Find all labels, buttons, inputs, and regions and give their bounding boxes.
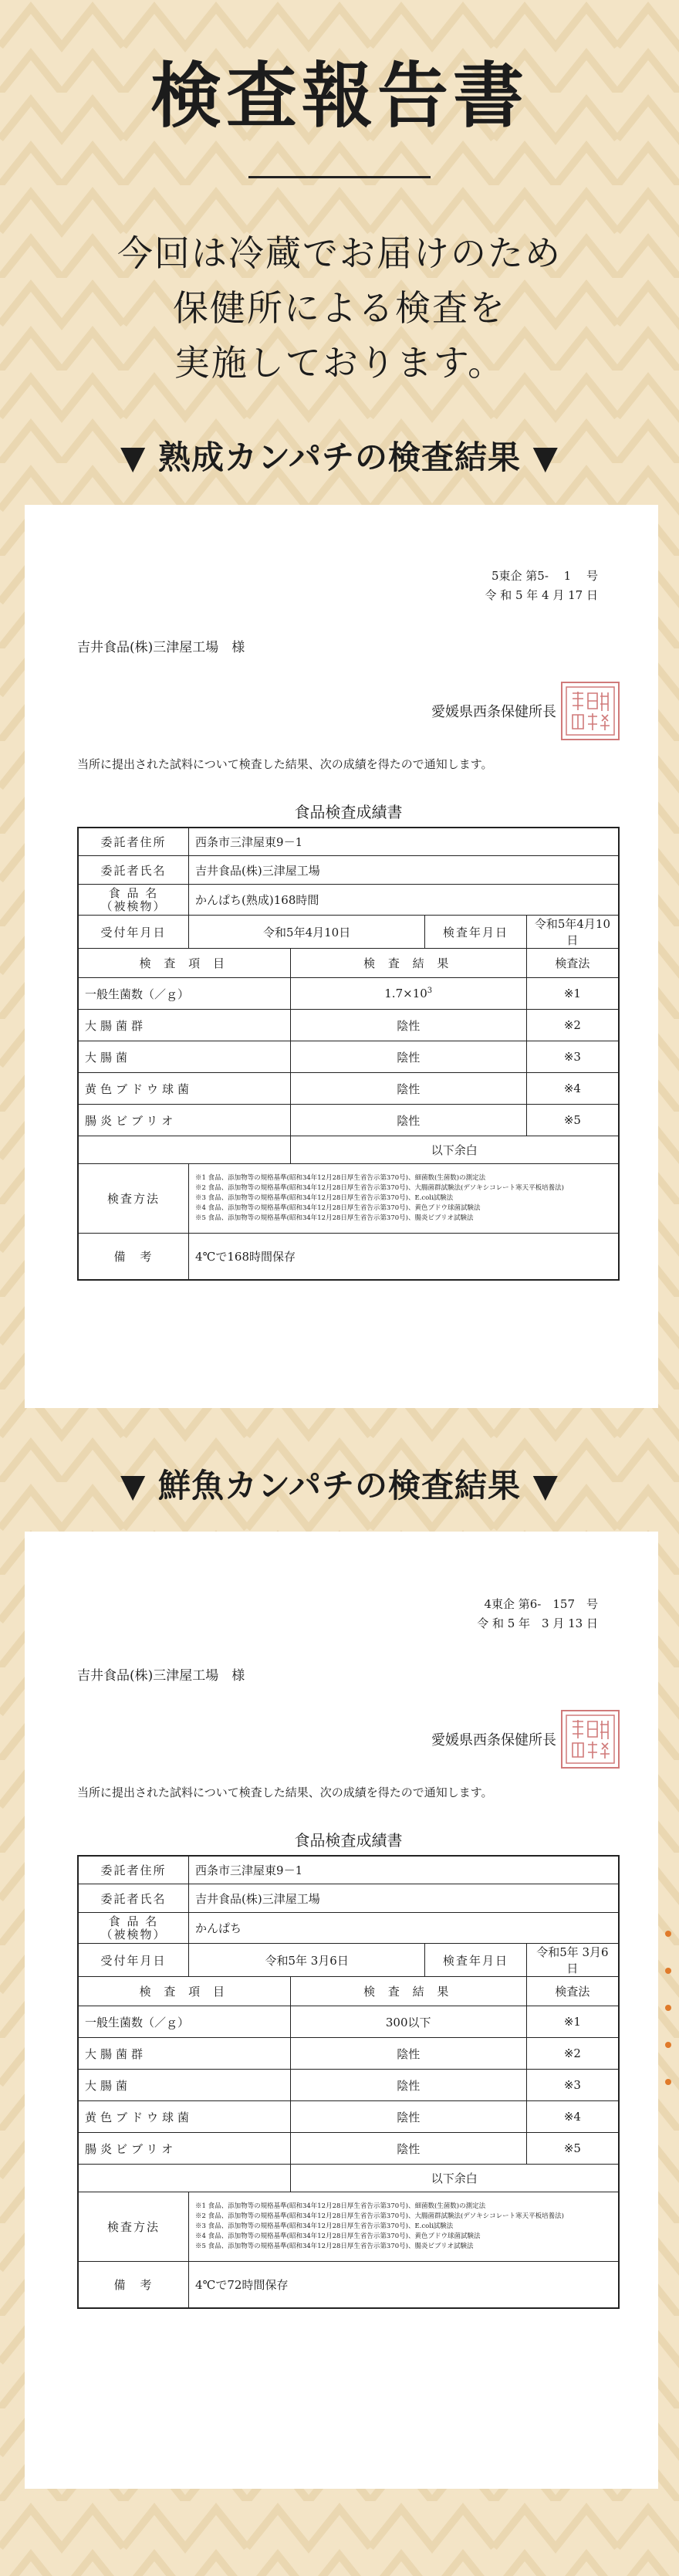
table-row xyxy=(78,1884,619,1913)
official-seal-stamp xyxy=(561,682,620,740)
table-header-row xyxy=(78,949,619,978)
notice-text: 当所に提出された試料について検査した結果、次の成績を得たので通知します。 xyxy=(77,757,493,771)
intro-line: 今回は冷蔵でお届けのため xyxy=(117,232,562,274)
method-note: ※1 食品、添加物等の規格基準(昭和34年12月28日厚生省告示第370号)、細菌数(生菌数)の測定法 xyxy=(195,2202,486,2211)
table-row xyxy=(78,1856,619,1884)
recipient: 吉井食品(株)三津屋工場 様 xyxy=(77,639,245,655)
section-heading-fresh-amberjack: ▼ 鮮魚カンパチの検査結果 ▼ xyxy=(120,1466,559,1505)
table-row xyxy=(78,1944,619,1977)
table-row xyxy=(78,1136,619,1164)
method-note: ※2 食品、添加物等の規格基準(昭和34年12月28日厚生省告示第370号)、大腸菌群試験法(デソキシコレート寒天平板培養法) xyxy=(195,1184,564,1193)
sample-name-label-line: 食 品 名 xyxy=(108,1914,159,1928)
table-row xyxy=(78,1234,619,1280)
result-item: 一般生菌数（／ｇ） xyxy=(78,2006,290,2038)
result-item: 大腸菌 xyxy=(78,2070,290,2101)
table-header-row xyxy=(78,1977,619,2006)
result-item: 黄色ブドウ球菌 xyxy=(78,1073,290,1105)
official-seal-stamp xyxy=(561,1710,620,1769)
client-address-value: 西条市三津屋東9－1 xyxy=(189,828,619,856)
table-row xyxy=(78,2038,619,2070)
received-date-label: 受付年月日 xyxy=(78,916,189,949)
document-number-block xyxy=(77,567,620,605)
document-number: 4東企 第6- 157 号 xyxy=(484,1596,598,1611)
table-row xyxy=(78,2262,619,2308)
table-row xyxy=(78,978,619,1010)
client-name-value: 吉井食品(株)三津屋工場 xyxy=(189,856,619,885)
result-value: 陰性 xyxy=(290,1010,526,1041)
issuer-row xyxy=(77,682,620,740)
inspection-report-fresh xyxy=(25,1532,658,2489)
method-note: ※1 食品、添加物等の規格基準(昭和34年12月28日厚生省告示第370号)、細菌数(生菌数)の測定法 xyxy=(195,1174,486,1183)
method-note: ※4 食品、添加物等の規格基準(昭和34年12月28日厚生省告示第370号)、黄色ブドウ球菌試験法 xyxy=(195,2232,481,2241)
result-value: 陰性 xyxy=(290,2038,526,2070)
table-row xyxy=(78,2133,619,2165)
table-row xyxy=(78,2192,619,2262)
method-note: ※5 食品、添加物等の規格基準(昭和34年12月28日厚生省告示第370号)、腸炎ビブリオ試験法 xyxy=(195,1214,474,1223)
result-exponent: 3 xyxy=(427,987,433,996)
table-row xyxy=(78,2165,619,2192)
result-method: ※3 xyxy=(526,1041,619,1073)
table-row xyxy=(78,856,619,885)
received-date-value: 令和5年 3月6日 xyxy=(189,1944,425,1977)
result-item: 黄色ブドウ球菌 xyxy=(78,2101,290,2133)
page-title: 検査報告書 xyxy=(150,54,529,137)
client-name-label: 委託者氏名 xyxy=(78,1884,189,1913)
title-divider xyxy=(248,176,431,178)
sample-name-label-line: （被検物） xyxy=(100,1927,167,1941)
document-date: 令 和 5 年 3 月 13 日 xyxy=(477,1616,598,1630)
method-header: 検査法 xyxy=(526,1977,619,2006)
received-date-value: 令和5年4月10日 xyxy=(189,916,425,949)
form-title: 食品検査成績書 xyxy=(294,1830,403,1850)
result-value: 陰性 xyxy=(290,2133,526,2165)
table-row xyxy=(78,1164,619,1234)
section-heading-aged-amberjack: ▼ 熟成カンパチの検査結果 ▼ xyxy=(120,438,559,476)
client-address-label: 委託者住所 xyxy=(78,1856,189,1884)
result-item: 腸炎ビブリオ xyxy=(78,2133,290,2165)
blank-below-note: 以下余白 xyxy=(290,2165,619,2192)
result-value: 陰性 xyxy=(290,1073,526,1105)
result-value: 陰性 xyxy=(290,2101,526,2133)
remarks-value: 4℃で72時間保存 xyxy=(189,2262,619,2308)
result-value xyxy=(290,978,526,1010)
client-address-value: 西条市三津屋東9－1 xyxy=(189,1856,619,1884)
table-row xyxy=(78,2070,619,2101)
client-name-value: 吉井食品(株)三津屋工場 xyxy=(189,1884,619,1913)
results-table xyxy=(77,1855,620,2309)
item-header: 検 査 項 目 xyxy=(78,949,290,978)
document-number-block xyxy=(77,1595,620,1633)
inspection-date-label: 検査年月日 xyxy=(425,1944,527,1977)
issuer: 愛媛県西条保健所長 xyxy=(431,1731,556,1748)
result-value-text: 1.7×10 xyxy=(384,987,427,1001)
intro-line: 保健所による検査を xyxy=(173,286,506,329)
remarks-label: 備 考 xyxy=(78,2262,189,2308)
result-header: 検 査 結 果 xyxy=(290,1977,526,2006)
result-method: ※4 xyxy=(526,1073,619,1105)
table-row xyxy=(78,1073,619,1105)
document-number: 5東企 第5- 1 号 xyxy=(491,568,598,583)
inspection-date-value: 令和5年 3月6日 xyxy=(526,1944,619,1977)
inspection-report-aged xyxy=(25,505,658,1408)
intro-line: 実施しております。 xyxy=(174,341,505,384)
sample-name-label-line: 食 品 名 xyxy=(108,885,159,900)
blank-below-note: 以下余白 xyxy=(290,1136,619,1164)
issuer: 愛媛県西条保健所長 xyxy=(431,703,556,720)
method-note: ※3 食品、添加物等の規格基準(昭和34年12月28日厚生省告示第370号)、E.coli試験法 xyxy=(195,2222,454,2231)
methods-label: 検査方法 xyxy=(78,2192,189,2262)
results-table xyxy=(77,827,620,1281)
issuer-row xyxy=(77,1710,620,1769)
recipient: 吉井食品(株)三津屋工場 様 xyxy=(77,1667,245,1684)
result-item: 腸炎ビブリオ xyxy=(78,1105,290,1136)
empty-cell xyxy=(78,1136,290,1164)
item-header: 検 査 項 目 xyxy=(78,1977,290,2006)
result-method: ※5 xyxy=(526,2133,619,2165)
result-method: ※5 xyxy=(526,1105,619,1136)
table-row xyxy=(78,916,619,949)
result-method: ※2 xyxy=(526,1010,619,1041)
table-row xyxy=(78,2101,619,2133)
methods-label: 検査方法 xyxy=(78,1164,189,1234)
result-item: 大腸菌群 xyxy=(78,1010,290,1041)
result-method: ※3 xyxy=(526,2070,619,2101)
inspection-date-value: 令和5年4月10日 xyxy=(526,916,619,949)
result-value: 陰性 xyxy=(290,1105,526,1136)
remarks-label: 備 考 xyxy=(78,1234,189,1280)
method-header: 検査法 xyxy=(526,949,619,978)
inspection-date-label: 検査年月日 xyxy=(425,916,527,949)
notice-text: 当所に提出された試料について検査した結果、次の成績を得たので通知します。 xyxy=(77,1785,493,1799)
remarks-value: 4℃で168時間保存 xyxy=(189,1234,619,1280)
result-value: 陰性 xyxy=(290,1041,526,1073)
result-item: 大腸菌群 xyxy=(78,2038,290,2070)
result-method: ※1 xyxy=(526,978,619,1010)
table-row xyxy=(78,828,619,856)
result-method: ※4 xyxy=(526,2101,619,2133)
sample-name-label xyxy=(78,1913,189,1944)
result-method: ※1 xyxy=(526,2006,619,2038)
table-row xyxy=(78,1105,619,1136)
methods-notes xyxy=(189,1164,619,1234)
method-note: ※3 食品、添加物等の規格基準(昭和34年12月28日厚生省告示第370号)、E.coli試験法 xyxy=(195,1194,454,1203)
received-date-label: 受付年月日 xyxy=(78,1944,189,1977)
table-row xyxy=(78,1010,619,1041)
empty-cell xyxy=(78,2165,290,2192)
result-item: 一般生菌数（／ｇ） xyxy=(78,978,290,1010)
method-note: ※5 食品、添加物等の規格基準(昭和34年12月28日厚生省告示第370号)、腸炎ビブリオ試験法 xyxy=(195,2243,474,2251)
sample-name-label-line: （被検物） xyxy=(100,899,167,913)
table-row xyxy=(78,1041,619,1073)
method-note: ※2 食品、添加物等の規格基準(昭和34年12月28日厚生省告示第370号)、大腸菌群試験法(デソキシコレート寒天平板培養法) xyxy=(195,2212,564,2221)
methods-notes xyxy=(189,2192,619,2262)
table-row xyxy=(78,1913,619,1944)
sample-name-label xyxy=(78,885,189,916)
table-row xyxy=(78,885,619,916)
document-date: 令 和 5 年 4 月 17 日 xyxy=(485,587,598,602)
method-note: ※4 食品、添加物等の規格基準(昭和34年12月28日厚生省告示第370号)、黄色ブドウ球菌試験法 xyxy=(195,1204,481,1213)
result-value: 陰性 xyxy=(290,2070,526,2101)
intro-text xyxy=(0,226,679,391)
client-address-label: 委託者住所 xyxy=(78,828,189,856)
table-row xyxy=(78,2006,619,2038)
client-name-label: 委託者氏名 xyxy=(78,856,189,885)
result-method: ※2 xyxy=(526,2038,619,2070)
sample-name-value: かんぱち(熟成)168時間 xyxy=(189,885,619,916)
sample-name-value: かんぱち xyxy=(189,1913,619,1944)
form-title: 食品検査成績書 xyxy=(294,802,403,821)
result-header: 検 査 結 果 xyxy=(290,949,526,978)
result-value: 300以下 xyxy=(290,2006,526,2038)
result-item: 大腸菌 xyxy=(78,1041,290,1073)
